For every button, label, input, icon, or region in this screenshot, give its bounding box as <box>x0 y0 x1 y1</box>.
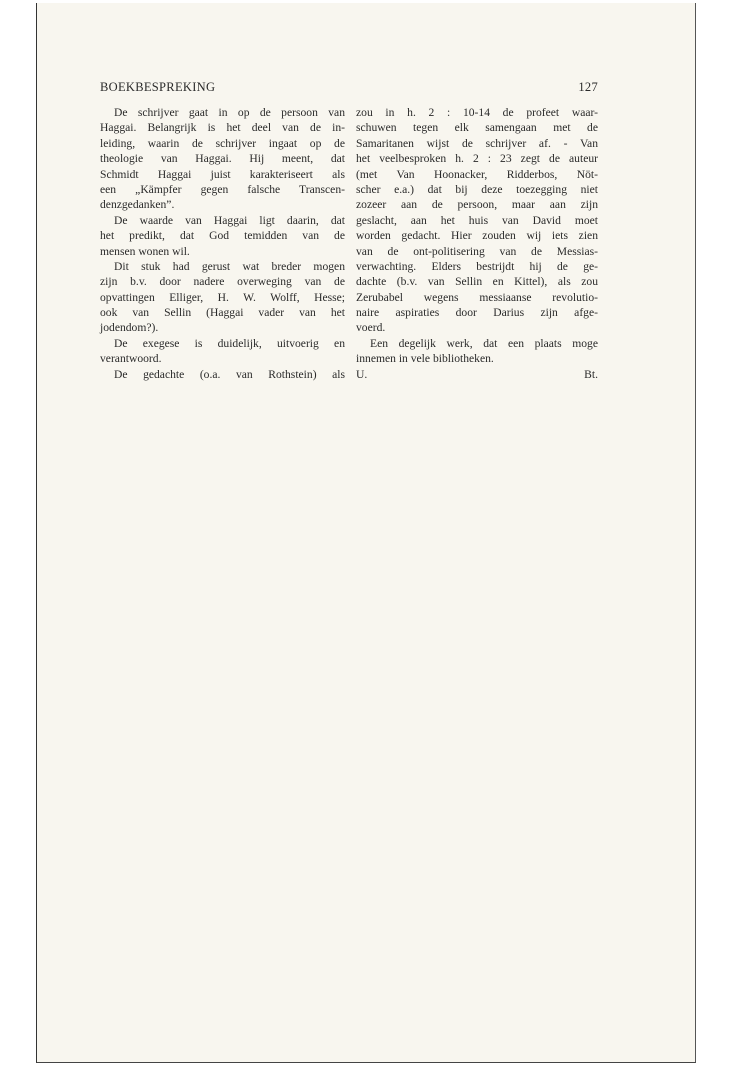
text-line: leiding, waarin de schrijver ingaat op de <box>100 136 345 150</box>
text-line: denzgedanken”. <box>100 198 175 212</box>
text-line: dachte (b.v. van Sellin en Kittel), als zou <box>356 275 598 289</box>
text-line: schuwen tegen elk samengaan met de <box>356 121 598 135</box>
text-line: verwachting. Elders bestrijdt hij de ge- <box>356 259 598 273</box>
text-line: De schrijver gaat in op de persoon van <box>114 106 345 119</box>
text-line: zozeer aan de persoon, maar aan zijn <box>356 198 598 212</box>
text-line: scher e.a.) dat bij deze toezegging niet <box>356 182 598 196</box>
text-line: De exegese is duidelijk, uitvoerig en <box>114 336 345 350</box>
text-line: worden gedacht. Hier zouden wij iets zien <box>356 229 598 243</box>
text-line: het predikt, dat God temidden van de <box>100 229 345 243</box>
text-line: het veelbesproken h. 2 : 23 zegt de auteur <box>356 152 598 166</box>
page-number: 127 <box>578 80 598 94</box>
text-line: jodendom?). <box>100 321 159 335</box>
text-line: Dit stuk had gerust wat breder mogen <box>114 259 345 273</box>
text-line: innemen in vele bibliotheken. <box>356 352 494 366</box>
text-line: Een degelijk werk, dat een plaats moge <box>370 336 598 350</box>
text-line: Schmidt Haggai juist karakteriseert als <box>100 167 345 181</box>
text-line: mensen wonen wil. <box>100 244 190 258</box>
signature-initial-left: U. <box>356 367 368 381</box>
text-line: verantwoord. <box>100 352 162 366</box>
text-line: geslacht, aan het huis van David moet <box>356 213 598 227</box>
text-line: De waarde van Haggai ligt daarin, dat <box>114 213 345 227</box>
reviewer-signature <box>356 367 598 382</box>
right-column <box>356 105 598 382</box>
left-column <box>100 105 345 382</box>
text-line: van de ont-politisering van de Messias- <box>356 244 598 258</box>
text-line: (met Van Hoonacker, Ridderbos, Nöt- <box>356 167 598 181</box>
text-line: ook van Sellin (Haggai vader van het <box>100 306 345 320</box>
header-title: BOEKBESPREKING <box>100 80 216 94</box>
text-line: theologie van Haggai. Hij meent, dat <box>100 152 345 166</box>
text-line: opvattingen Elliger, H. W. Wolff, Hesse; <box>100 290 345 304</box>
text-line: een „Kämpfer gegen falsche Transcen- <box>100 182 345 196</box>
text-line: Haggai. Belangrijk is het deel van de in- <box>100 121 345 135</box>
text-line: zou in h. 2 : 10-14 de profeet waar- <box>356 106 598 119</box>
text-line: voerd. <box>356 321 386 335</box>
text-line: Samaritanen wijst de schrijver af. - Van <box>356 136 598 150</box>
text-line: naire aspiraties door Darius zijn afge- <box>356 306 598 320</box>
text-line: zijn b.v. door nadere overweging van de <box>100 275 345 289</box>
text-line: Zerubabel wegens messiaanse revolutio- <box>356 290 598 304</box>
text-line: De gedachte (o.a. van Rothstein) als <box>114 367 345 381</box>
signature-initial-right: Bt. <box>584 367 598 381</box>
